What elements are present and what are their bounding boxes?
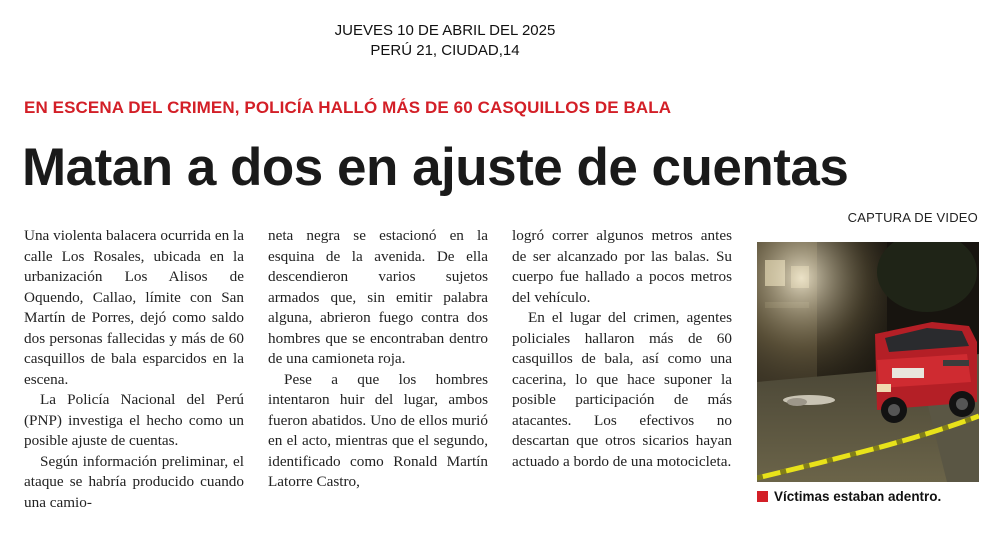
kicker: EN ESCENA DEL CRIMEN, POLICÍA HALLÓ MÁS DE 60 CASQUILLOS DE BALA [24, 98, 672, 117]
red-square-bullet-icon [757, 491, 768, 502]
headline: Matan a dos en ajuste de cuentas [22, 138, 849, 197]
crime-scene-illustration [757, 242, 979, 482]
paragraph: La Policía Nacional del Perú (PNP) investiga el hecho como un posible ajuste de cuentas. [24, 391, 244, 449]
paragraph: logró correr algunos metros antes de ser alcanzado por las balas. Su cuerpo fue hallado a pocos metros del vehículo. [512, 227, 732, 306]
paragraph: neta negra se estacionó en la esquina de la avenida. De ella descendieron varios sujetos armados que, sin emitir palabra alguna, abrieron fuego contra dos hombres que se encontraban dentro de una camioneta roja. [268, 227, 488, 367]
article-column-3 [512, 226, 732, 472]
article-column-1 [24, 226, 244, 513]
photo-credit: CAPTURA DE VIDEO [847, 210, 978, 225]
date-line: JUEVES 10 DE ABRIL DEL 2025 [334, 22, 556, 39]
caption-text: Víctimas estaban adentro. [774, 489, 942, 504]
paragraph: En el lugar del crimen, agentes policiales hallaron más de 60 casquillos de bala, así como una cacerina, lo que hace suponer la posible participación de más atacantes. Los efectivos no descartan que otros sicarios hayan actuado a bordo de una motocicleta. [512, 309, 732, 470]
section-line: PERÚ 21, CIUDAD,14 [370, 42, 520, 59]
paragraph: Una violenta balacera ocurrida en la calle Los Rosales, ubicada en la urbanización Los Alisos de Oquendo, Callao, límite con San Martín de Porres, dejó como saldo dos personas fallecidas y más de 60 casquillos de bala esparcidos en la escena. [24, 227, 244, 388]
photo-caption [757, 489, 941, 504]
crime-scene-photo [757, 242, 979, 482]
article-column-2 [268, 226, 488, 493]
paragraph: Según información preliminar, el ataque se habría producido cuando una camio- [24, 452, 244, 511]
paragraph: Pese a que los hombres intentaron huir del lugar, ambos fueron abatidos. Uno de ellos murió en el acto, mientras que el segundo, identificado como Ronald Martín Latorre Castro, [268, 370, 488, 490]
dateline [300, 21, 590, 61]
